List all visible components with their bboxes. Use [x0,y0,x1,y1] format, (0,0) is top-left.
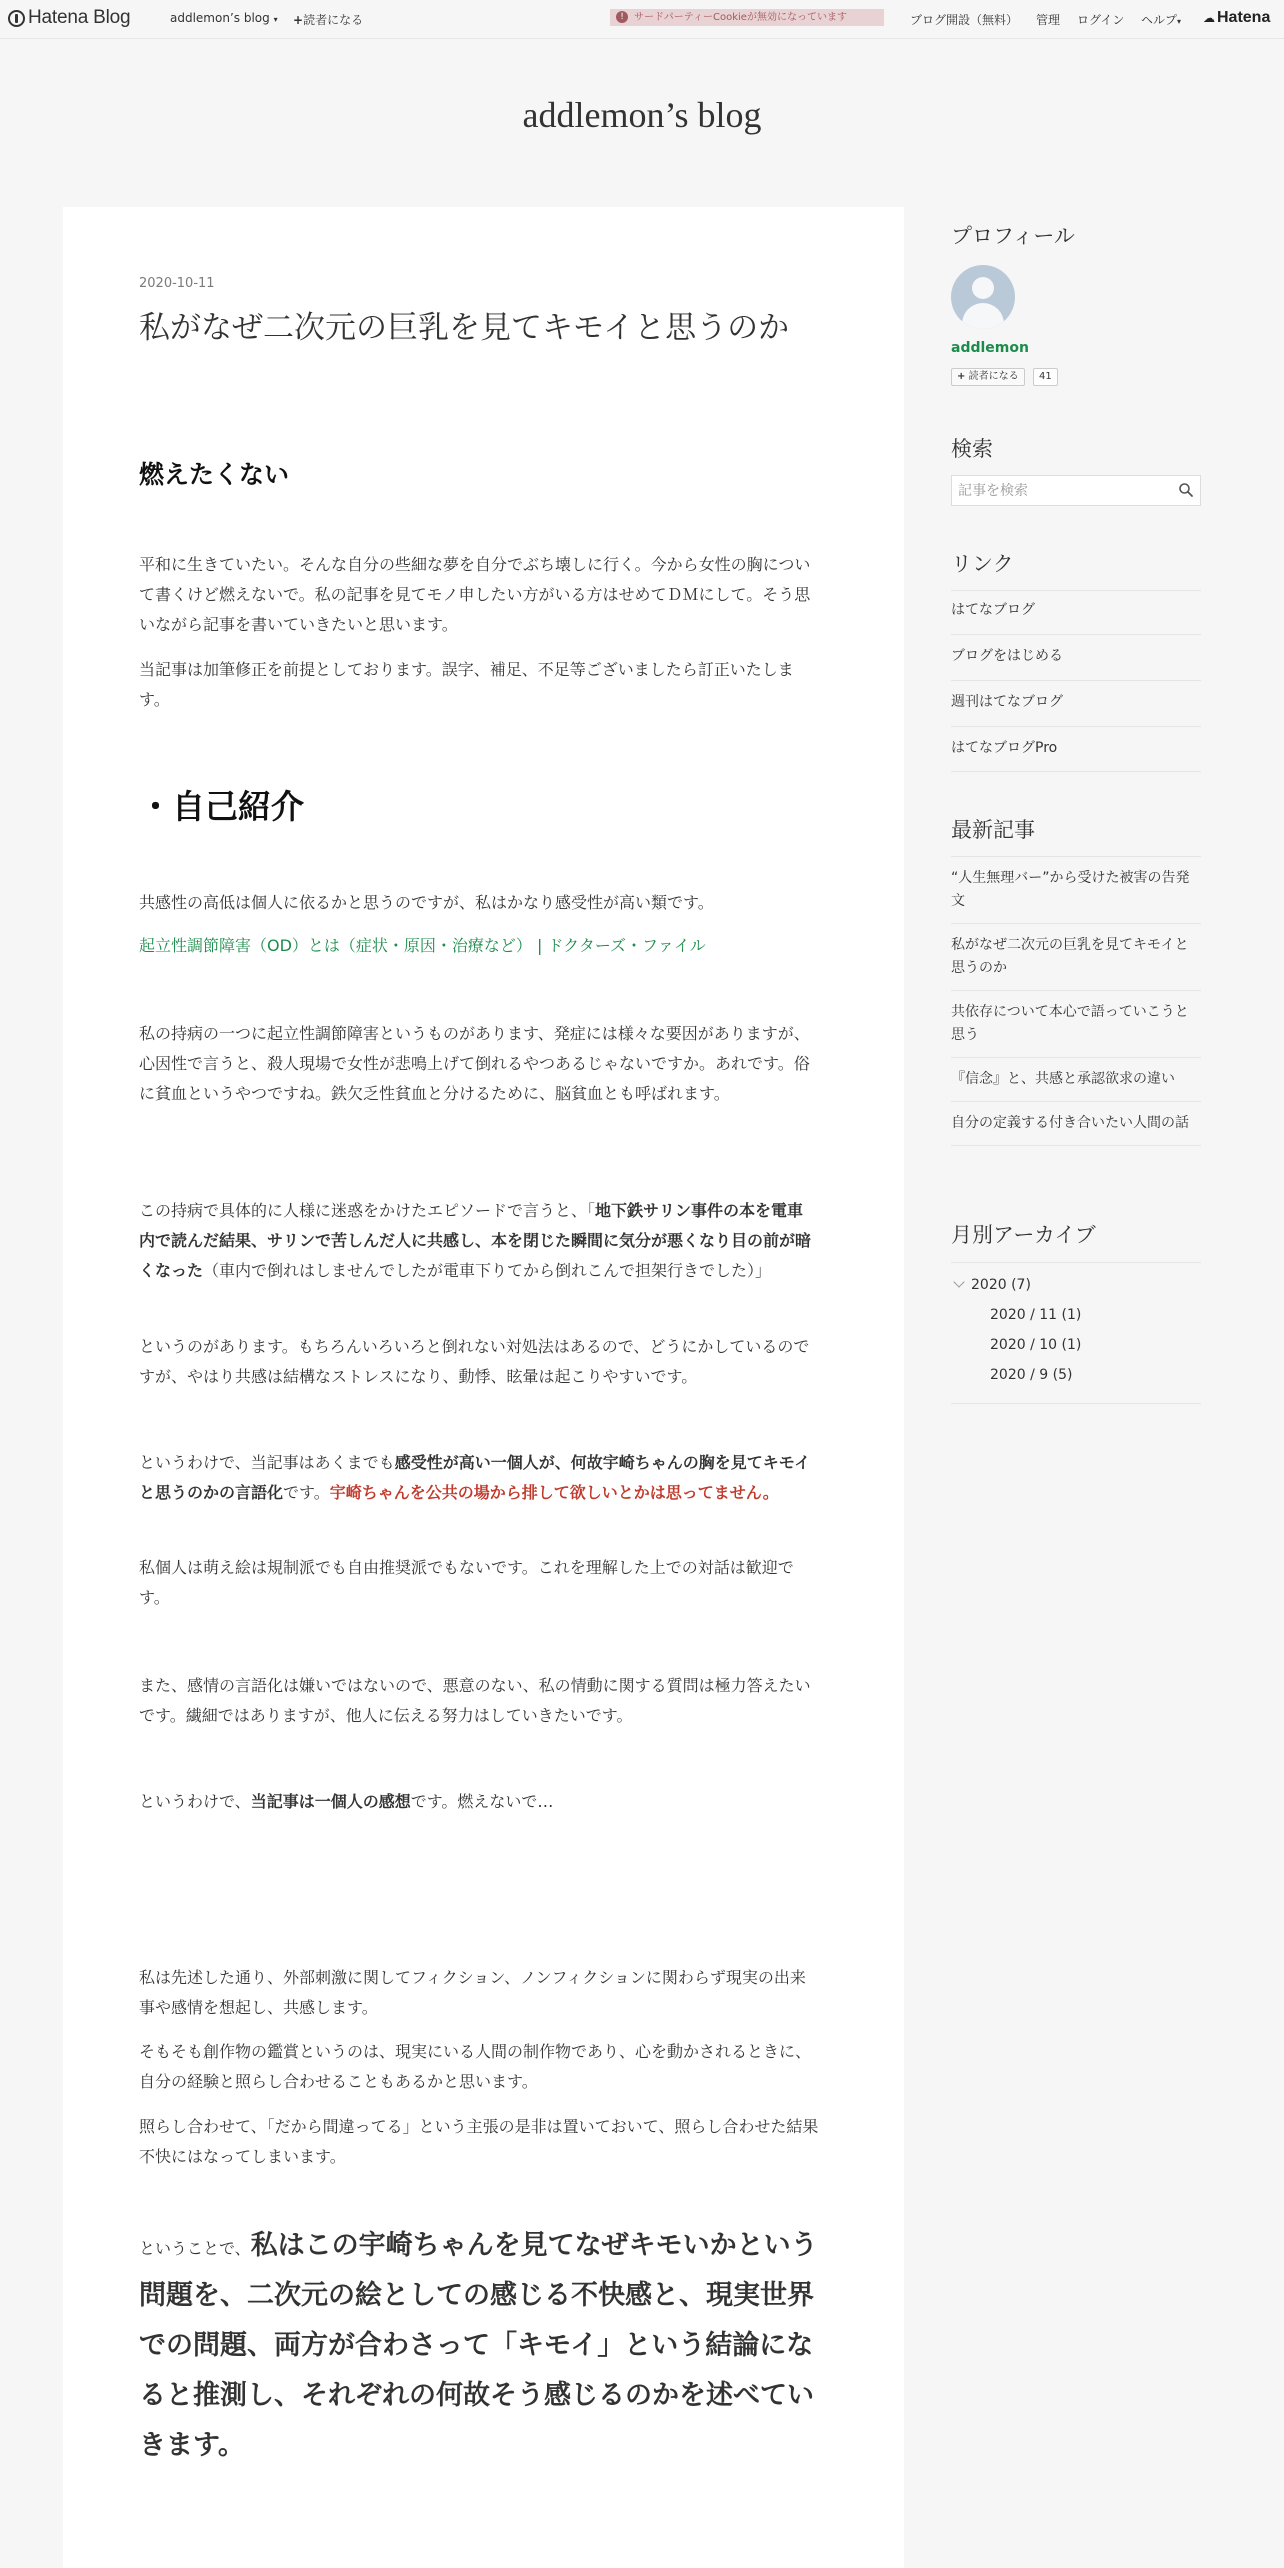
help-label: ヘルプ [1141,13,1178,27]
cookie-notice[interactable] [610,9,884,26]
paragraph-5-text-a: この持病で具体的に人様に迷惑をかけたエピソードで言うと、「 [139,1201,596,1220]
chevron-down-icon [953,1276,964,1287]
paragraph-8: 私個人は萌え絵は規制派でも自由推奨派でもないです。これを理解した上での対話は歓迎です。 [139,1558,794,1607]
paragraph-10-bold: 当記事は一個人の感想 [250,1792,411,1811]
paragraph-12: そもそも創作物の鑑賞というのは、現実にいる人間の制作物であり、心を動かされるときに、自分の経験と照らし合わせることもあるかと思います。 [139,2042,812,2091]
search-input[interactable] [952,476,1167,505]
global-header [0,0,1284,39]
recent-item[interactable]: 自分の定義する付き合いたい人間の話 [951,1102,1201,1146]
profile-module [951,220,1201,400]
recent-item[interactable]: 共依存について本心で語っていこうと思う [951,991,1201,1058]
search-title: 検索 [951,437,993,461]
archive-module [951,1262,1201,1404]
archive-month[interactable]: 2020 / 9 (5) [990,1367,1073,1383]
link-item[interactable]: はてなブログPro [951,727,1201,772]
paragraph-10-text-c: です。燃えないで… [410,1792,554,1811]
heading-moenai: 燃えたくない [139,460,290,489]
manage-link[interactable]: 管理 [1036,13,1061,27]
article [63,207,904,2568]
entry-date[interactable]: 2020-10-11 [139,276,215,291]
hatena-blog-logo[interactable] [8,7,130,29]
recent-title: 最新記事 [951,818,1035,842]
paragraph-5 [139,1196,819,1286]
archive-year-label: 2020 (7) [971,1277,1031,1293]
archive-month[interactable]: 2020 / 11 (1) [990,1307,1082,1323]
profile-title: プロフィール [951,224,1075,248]
cookie-notice-text: サードパーティーCookieが無効になっています [634,12,847,23]
paragraph-7 [139,1448,819,1508]
reader-button[interactable] [951,368,1025,386]
recent-item[interactable]: 『信念』と、共感と承認欲求の違い [951,1058,1201,1102]
paragraph-9: また、感情の言語化は嫌いではないので、悪意のない、私の情動に関する質問は極力答えたいです。繊細ではありますが、他人に伝える努力はしていきたいです。 [139,1676,811,1725]
recent-item[interactable]: 私がなぜ二次元の巨乳を見てキモイと思うのか [951,924,1201,991]
paragraph-link [139,931,819,961]
paragraph-7-text-c: です。 [283,1483,330,1502]
paragraph-2: 当記事は加筆修正を前提としております。誤字、補足、不足等ございましたら訂正いたします。 [139,660,794,709]
blog-menu-label: addlemon’s blog [170,11,270,25]
entry-title[interactable]: 私がなぜ二次元の巨乳を見てキモイと思うのか [139,310,790,346]
reader-count[interactable]: 41 [1033,368,1058,386]
login-link[interactable]: ログイン [1077,13,1125,27]
archive-title: 月別アーカイブ [951,1223,1096,1247]
archive-month[interactable]: 2020 / 10 (1) [990,1337,1082,1353]
paragraph-7-text-a: というわけで、当記事はあくまでも [139,1453,395,1472]
paragraph-5-text-c: （車内で倒れはしませんでしたが電車下りてから倒れこんで担架行きでした）」 [203,1261,772,1280]
plus-icon: + [293,13,304,27]
heading-intro: ・自己紹介 [139,787,304,826]
blog-title[interactable]: addlemon’s blog [522,95,762,135]
avatar[interactable] [951,265,1015,329]
blog-menu-dropdown[interactable] [170,11,278,25]
paragraph-7-red: 宇崎ちゃんを公共の場から排して欲しいとかは思ってません。 [329,1483,779,1502]
hatena-blog-logo-icon [8,10,25,27]
search-icon[interactable] [1178,482,1194,498]
recent-list [951,856,1201,1146]
paragraph-11: 私は先述した通り、外部刺激に関してフィクション、ノンフィクションに関わらず現実の出来事や感情を想起し、共感します。 [139,1968,806,2017]
paragraph-14-bold: 私はこの宇崎ちゃんを見てなぜキモいかという問題を、二次元の絵としての感じる不快感と、現実世界での問題、両方が合わさって「キモイ」という結論になると推測し、それぞれの何故そう感じるのかを述べていきます。 [139,2230,818,2461]
caret-down-icon: ▾ [1177,17,1182,26]
paragraph-3: 共感性の高低は個人に依るかと思うのですが、私はかなり感受性が高い類です。 [139,893,714,912]
reader-button-label: 読者になる [968,371,1019,382]
avatar-body-shape [962,303,1004,329]
plus-icon: + [957,371,966,382]
paragraph-1: 平和に生きていたい。そんな自分の些細な夢を自分でぶち壊しに行く。今から女性の胸について書くけど燃えないで。私の記事を見てモノ申したい方がいる方はせめてＤＭにして。そう思いながら記事を書いていきたいと思います。 [139,555,811,634]
link-item[interactable]: 週刊はてなブログ [951,681,1201,727]
doctors-file-link[interactable]: 起立性調節障害（OD）とは（症状・原因・治療など） | ドクターズ・ファイル [139,936,706,955]
recent-item[interactable]: “人生無理バー”から受けた被害の告発文 [951,857,1201,924]
paragraph-10 [139,1787,819,1817]
hatena-blog-logo-text: Hatena Blog [28,7,131,28]
paragraph-6: というのがあります。もちろんいろいろと倒れない対処法はあるので、どうにかしているのですが、やはり共感は結構なストレスになり、動悸、眩暈は起こりやすいです。 [139,1337,810,1386]
open-blog-link[interactable]: ブログ開設（無料） [910,13,1019,27]
caret-down-icon: ▾ [273,15,278,24]
follow-button[interactable] [293,11,363,28]
paragraph-14 [139,2222,819,2472]
paragraph-7-bold: 感受性が高い一個人が、何故宇崎ちゃんの胸を見てキモイと思うのかの言語化 [139,1453,811,1502]
link-item[interactable]: はてなブログ [951,591,1201,635]
links-title: リンク [951,552,1014,576]
hatena-logo-icon: ☁ [1203,11,1215,25]
avatar-head-shape [972,277,994,299]
follow-label: 読者になる [303,13,364,27]
profile-name[interactable]: addlemon [951,340,1029,356]
info-icon: ! [616,11,628,23]
links-list [951,590,1201,772]
paragraph-4: 私の持病の一つに起立性調節障害というものがあります、発症には様々な要因がありますが、心因性で言うと、殺人現場で女性が悲鳴上げて倒れるやつあるじゃないですか。あれです。俗に貧血というやつですね。鉄欠乏性貧血と分けるために、脳貧血とも呼ばれます。 [139,1024,810,1103]
paragraph-5-bold: 地下鉄サリン事件の本を電車内で読んだ結果、サリンで苦しんだ人に共感し、本を閉じた瞬間に気分が悪くなり目の前が暗くなった [139,1201,812,1280]
search-box [951,475,1201,506]
help-menu[interactable] [1141,11,1181,28]
paragraph-10-text-a: というわけで、 [139,1792,251,1811]
link-item[interactable]: ブログをはじめる [951,635,1201,681]
hatena-logo-text: Hatena [1217,9,1271,26]
paragraph-14-text-a: ということで、 [139,2239,251,2258]
archive-year[interactable] [951,1277,1031,1293]
paragraph-13: 照らし合わせて、「だから間違ってる」という主張の是非は置いておいて、照らし合わせた結果不快にはなってしまいます。 [139,2117,819,2166]
hatena-logo[interactable] [1203,9,1270,27]
